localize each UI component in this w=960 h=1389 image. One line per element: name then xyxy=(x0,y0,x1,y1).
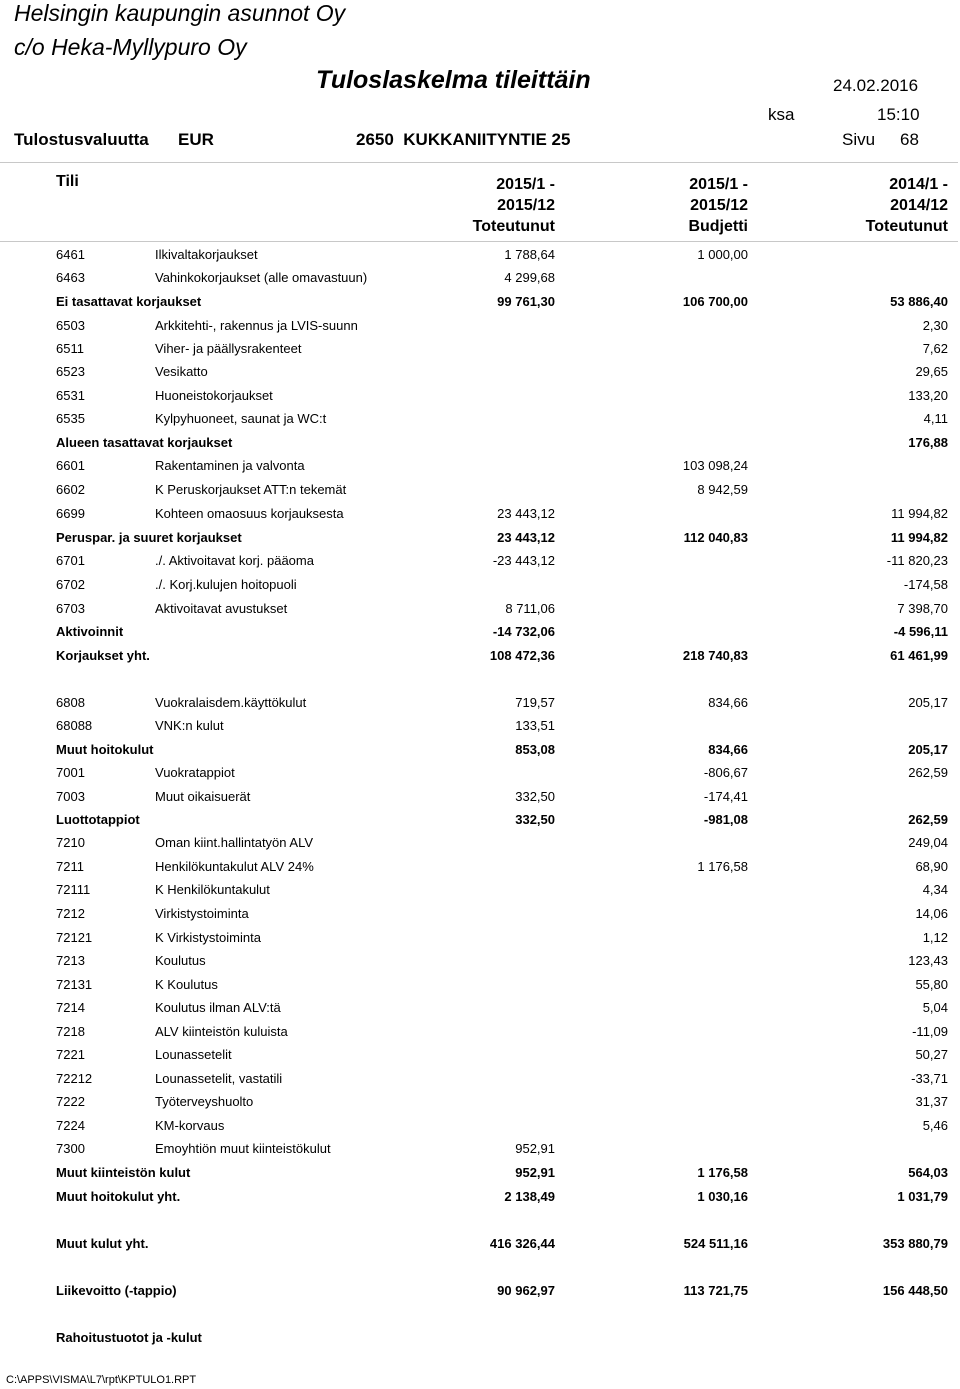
cell-actual-2015: 2 138,49 xyxy=(504,1189,555,1204)
cell-actual-2015: 4 299,68 xyxy=(504,270,555,285)
cell-actual-2014: 205,17 xyxy=(908,742,948,757)
table-row xyxy=(0,1044,960,1066)
cell-actual-2015: 719,57 xyxy=(515,695,555,710)
report-date: 24.02.2016 xyxy=(833,76,919,95)
account-name: K Peruskorjaukset ATT:n tekemät xyxy=(155,482,347,497)
cell-budget-2015: 8 942,59 xyxy=(697,482,748,497)
cell-actual-2014: 11 994,82 xyxy=(890,530,948,545)
page-label: Sivu xyxy=(842,130,876,149)
cell-budget-2015: 112 040,83 xyxy=(683,530,748,545)
table-row xyxy=(0,1021,960,1043)
account-code: 7001 xyxy=(56,765,85,780)
account-name: Koulutus xyxy=(155,953,206,968)
cell-actual-2014: -11 820,23 xyxy=(886,553,948,568)
account-name: K Koulutus xyxy=(155,977,218,992)
account-code: 72131 xyxy=(56,977,93,992)
table-row xyxy=(0,927,960,949)
report-file-path: C:\APPS\VISMA\L7\rpt\KPTULO1.RPT xyxy=(6,1374,197,1386)
company-care-of: c/o Heka-Myllypuro Oy xyxy=(14,34,247,60)
account-code: 6601 xyxy=(56,458,85,473)
subtotal-label: Muut hoitokulut yht. xyxy=(56,1189,181,1204)
account-code: 7003 xyxy=(56,789,85,804)
table-row xyxy=(0,455,960,477)
cell-budget-2015: 524 511,16 xyxy=(683,1236,748,1251)
account-name: Oman kiint.hallintatyön ALV xyxy=(155,835,314,850)
cell-actual-2014: 205,17 xyxy=(908,695,948,710)
cell-budget-2015: -174,41 xyxy=(703,789,748,804)
cell-actual-2014: 7,62 xyxy=(922,341,948,356)
table-row xyxy=(0,715,960,737)
table-row xyxy=(0,879,960,901)
cell-actual-2015: 133,51 xyxy=(515,718,555,733)
cell-actual-2014: 31,37 xyxy=(915,1094,948,1109)
cell-actual-2014: -33,71 xyxy=(911,1071,948,1086)
cell-budget-2015: 834,66 xyxy=(708,695,748,710)
table-row xyxy=(0,974,960,996)
cell-budget-2015: 1 176,58 xyxy=(697,1165,748,1180)
account-name: Koulutus ilman ALV:tä xyxy=(155,1000,281,1015)
account-name: Vesikatto xyxy=(155,364,208,379)
cell-actual-2015: 108 472,36 xyxy=(489,648,555,663)
account-name: Viher- ja päällysrakenteet xyxy=(155,341,302,356)
subtotal-row xyxy=(0,645,960,667)
account-code: 7211 xyxy=(56,859,84,874)
account-name: Kylpyhuoneet, saunat ja WC:t xyxy=(155,411,327,426)
cell-actual-2014: 262,59 xyxy=(908,765,948,780)
cell-budget-2015: 103 098,24 xyxy=(682,458,748,473)
subtotal-row xyxy=(0,291,960,313)
column-header-line: 2015/12 xyxy=(690,197,748,214)
cell-actual-2015: 8 711,06 xyxy=(505,601,555,616)
cell-actual-2014: 5,46 xyxy=(922,1118,948,1133)
cell-actual-2014: 14,06 xyxy=(915,906,948,921)
subtotal-label: Peruspar. ja suuret korjaukset xyxy=(56,530,242,545)
account-code: 72111 xyxy=(56,882,91,897)
cell-actual-2014: 156 448,50 xyxy=(882,1283,948,1298)
page-number: 68 xyxy=(900,130,919,149)
cell-actual-2015: 952,91 xyxy=(515,1141,555,1156)
table-row xyxy=(0,503,960,525)
cell-actual-2014: 176,88 xyxy=(908,435,948,450)
account-name: Rakentaminen ja valvonta xyxy=(155,458,305,473)
subtotal-row xyxy=(0,1162,960,1184)
cell-actual-2014: 55,80 xyxy=(915,977,948,992)
table-row xyxy=(0,1068,960,1090)
column-header-line: Budjetti xyxy=(688,218,748,235)
account-code: 7214 xyxy=(56,1000,85,1015)
subtotal-row xyxy=(0,739,960,761)
cell-actual-2014: 11 994,82 xyxy=(891,506,948,521)
table-row xyxy=(0,1138,960,1160)
account-name: ./. Korj.kulujen hoitopuoli xyxy=(155,577,297,592)
account-name: Henkilökuntakulut ALV 24% xyxy=(155,859,314,874)
account-name: Muut oikaisuerät xyxy=(155,789,251,804)
account-name: Emoyhtiön muut kiinteistökulut xyxy=(155,1141,331,1156)
table-row xyxy=(0,550,960,572)
account-name: KM-korvaus xyxy=(155,1118,225,1133)
cell-actual-2015: 332,50 xyxy=(515,789,555,804)
account-code: 68088 xyxy=(56,718,93,733)
column-header-actual-2014 xyxy=(866,174,948,237)
table-row xyxy=(0,692,960,714)
account-code: 6701 xyxy=(56,553,85,568)
cell-actual-2014: 29,65 xyxy=(915,364,948,379)
cell-budget-2015: -806,67 xyxy=(703,765,748,780)
account-name: Vahinkokorjaukset (alle omavastuun) xyxy=(155,270,368,285)
report-user: ksa xyxy=(768,105,795,124)
cell-budget-2015: -981,08 xyxy=(703,812,748,827)
header-divider xyxy=(0,162,958,163)
account-name: VNK:n kulut xyxy=(155,718,224,733)
table-row xyxy=(0,1091,960,1113)
table-row xyxy=(0,408,960,430)
table-row xyxy=(0,315,960,337)
report-time: 15:10 xyxy=(877,105,920,124)
cell-actual-2014: 68,90 xyxy=(915,859,948,874)
cell-actual-2015: -14 732,06 xyxy=(492,624,555,639)
cell-actual-2014: 4,11 xyxy=(923,411,948,426)
report-title: Tuloslaskelma tileittäin xyxy=(316,66,591,94)
cell-actual-2014: 133,20 xyxy=(908,388,948,403)
subtotal-row xyxy=(0,621,960,643)
cell-actual-2014: 1,12 xyxy=(922,930,948,945)
cell-actual-2014: 61 461,99 xyxy=(890,648,948,663)
account-code: 7213 xyxy=(56,953,85,968)
cell-actual-2014: -174,58 xyxy=(903,577,948,592)
subtotal-label: Korjaukset yht. xyxy=(56,648,150,663)
columns-divider xyxy=(0,241,958,242)
account-code: 72121 xyxy=(56,930,93,945)
cell-actual-2015: 1 788,64 xyxy=(504,247,555,262)
cell-actual-2015: 99 761,30 xyxy=(497,294,555,309)
table-row xyxy=(0,479,960,501)
account-name: Lounassetelit, vastatili xyxy=(155,1071,283,1086)
account-code: 6523 xyxy=(56,364,85,379)
account-name: K Virkistystoiminta xyxy=(155,930,261,945)
account-name: Huoneistokorjaukset xyxy=(155,388,273,403)
account-name: Arkkitehti-, rakennus ja LVIS-suunn xyxy=(155,318,358,333)
cell-actual-2014: 7 398,70 xyxy=(897,601,948,616)
account-code: 6503 xyxy=(56,318,85,333)
account-code: 6699 xyxy=(56,506,85,521)
cell-actual-2015: 952,91 xyxy=(515,1165,555,1180)
company-name: Helsingin kaupungin asunnot Oy xyxy=(14,0,346,26)
subtotal-label: Aktivoinnit xyxy=(56,624,124,639)
cell-budget-2015: 1 176,58 xyxy=(697,859,748,874)
subtotal-label: Muut hoitokulut xyxy=(56,742,154,757)
account-code: 7218 xyxy=(56,1024,85,1039)
table-row xyxy=(0,786,960,808)
account-code: 6535 xyxy=(56,411,85,426)
subtotal-label: Alueen tasattavat korjaukset xyxy=(56,435,233,450)
account-code: 6511 xyxy=(56,341,84,356)
account-code: 7300 xyxy=(56,1141,85,1156)
cell-actual-2015: 23 443,12 xyxy=(497,506,555,521)
subtotal-label: Ei tasattavat korjaukset xyxy=(56,294,202,309)
account-code: 72212 xyxy=(56,1071,93,1086)
cell-actual-2014: 1 031,79 xyxy=(897,1189,948,1204)
subtotal-label: Liikevoitto (-tappio) xyxy=(56,1283,177,1298)
currency-label: Tulostusvaluutta xyxy=(14,130,149,149)
subtotal-row xyxy=(0,527,960,549)
property-name: 2650 KUKKANIITYNTIE 25 xyxy=(356,130,571,149)
account-code: 6463 xyxy=(56,270,85,285)
cell-actual-2014: 53 886,40 xyxy=(890,294,948,309)
subtotal-row xyxy=(0,1233,960,1255)
cell-actual-2014: 353 880,79 xyxy=(882,1236,948,1251)
table-row xyxy=(0,385,960,407)
cell-actual-2015: 416 326,44 xyxy=(489,1236,555,1251)
table-row xyxy=(0,856,960,878)
cell-actual-2014: -11,09 xyxy=(912,1024,948,1039)
account-code: 6702 xyxy=(56,577,85,592)
cell-actual-2014: 249,04 xyxy=(908,835,948,850)
account-code: 7221 xyxy=(56,1047,85,1062)
account-name: Aktivoitavat avustukset xyxy=(155,601,288,616)
table-row xyxy=(0,1115,960,1137)
cell-actual-2014: 123,43 xyxy=(908,953,948,968)
account-name: Ilkivaltakorjaukset xyxy=(155,247,258,262)
subtotal-row xyxy=(0,1280,960,1302)
cell-actual-2015: -23 443,12 xyxy=(492,553,555,568)
account-name: ./. Aktivoitavat korj. pääoma xyxy=(155,553,314,568)
table-row xyxy=(0,832,960,854)
cell-budget-2015: 834,66 xyxy=(708,742,748,757)
account-name: K Henkilökuntakulut xyxy=(155,882,270,897)
cell-actual-2014: 4,34 xyxy=(922,882,948,897)
cell-budget-2015: 106 700,00 xyxy=(682,294,748,309)
cell-actual-2014: -4 596,11 xyxy=(893,624,948,639)
table-row xyxy=(0,903,960,925)
subtotal-row xyxy=(0,809,960,831)
account-name: Työterveyshuolto xyxy=(155,1094,254,1109)
cell-budget-2015: 113 721,75 xyxy=(683,1283,748,1298)
account-code: 7210 xyxy=(56,835,85,850)
subtotal-row xyxy=(0,1327,960,1349)
cell-actual-2014: 262,59 xyxy=(908,812,948,827)
cell-actual-2015: 90 962,97 xyxy=(497,1283,555,1298)
cell-budget-2015: 1 030,16 xyxy=(697,1189,748,1204)
account-code: 6703 xyxy=(56,601,85,616)
table-row xyxy=(0,361,960,383)
subtotal-label: Muut kulut yht. xyxy=(56,1236,149,1251)
table-row xyxy=(0,574,960,596)
column-header-line: 2015/1 - xyxy=(496,176,555,193)
account-code: 7224 xyxy=(56,1118,85,1133)
table-row xyxy=(0,244,960,266)
subtotal-label: Rahoitustuotot ja -kulut xyxy=(56,1330,202,1345)
table-row xyxy=(0,997,960,1019)
cell-actual-2014: 2,30 xyxy=(922,318,948,333)
cell-budget-2015: 218 740,83 xyxy=(682,648,748,663)
account-code: 6531 xyxy=(56,388,85,403)
account-code: 6461 xyxy=(56,247,85,262)
column-header-account: Tili xyxy=(56,173,79,190)
subtotal-row xyxy=(0,1186,960,1208)
subtotal-label: Luottotappiot xyxy=(56,812,140,827)
account-code: 6808 xyxy=(56,695,85,710)
column-header-line: 2015/12 xyxy=(497,197,555,214)
cell-actual-2015: 332,50 xyxy=(515,812,555,827)
cell-budget-2015: 1 000,00 xyxy=(697,247,748,262)
account-name: ALV kiinteistön kuluista xyxy=(155,1024,288,1039)
column-header-line: 2015/1 - xyxy=(689,176,748,193)
column-header-actual-2015 xyxy=(473,174,555,237)
table-row xyxy=(0,267,960,289)
subtotal-label: Muut kiinteistön kulut xyxy=(56,1165,191,1180)
currency-value: EUR xyxy=(178,130,214,149)
table-row xyxy=(0,598,960,620)
cell-actual-2014: 50,27 xyxy=(915,1047,948,1062)
subtotal-row xyxy=(0,432,960,454)
account-code: 7222 xyxy=(56,1094,85,1109)
table-row xyxy=(0,950,960,972)
account-name: Vuokralaisdem.käyttökulut xyxy=(155,695,307,710)
account-code: 6602 xyxy=(56,482,85,497)
column-header-line: 2014/1 - xyxy=(889,176,948,193)
column-header-line: Toteutunut xyxy=(472,218,555,235)
cell-actual-2014: 5,04 xyxy=(922,1000,948,1015)
account-name: Kohteen omaosuus korjauksesta xyxy=(155,506,344,521)
cell-actual-2015: 853,08 xyxy=(515,742,555,757)
account-name: Lounassetelit xyxy=(155,1047,232,1062)
column-header-line: Toteutunut xyxy=(865,218,948,235)
column-header-line: 2014/12 xyxy=(890,197,948,214)
cell-actual-2014: 564,03 xyxy=(908,1165,948,1180)
cell-actual-2015: 23 443,12 xyxy=(497,530,555,545)
account-name: Virkistystoiminta xyxy=(155,906,249,921)
column-header-budget-2015 xyxy=(688,174,748,237)
table-row xyxy=(0,762,960,784)
table-row xyxy=(0,338,960,360)
account-code: 7212 xyxy=(56,906,85,921)
account-name: Vuokratappiot xyxy=(155,765,235,780)
